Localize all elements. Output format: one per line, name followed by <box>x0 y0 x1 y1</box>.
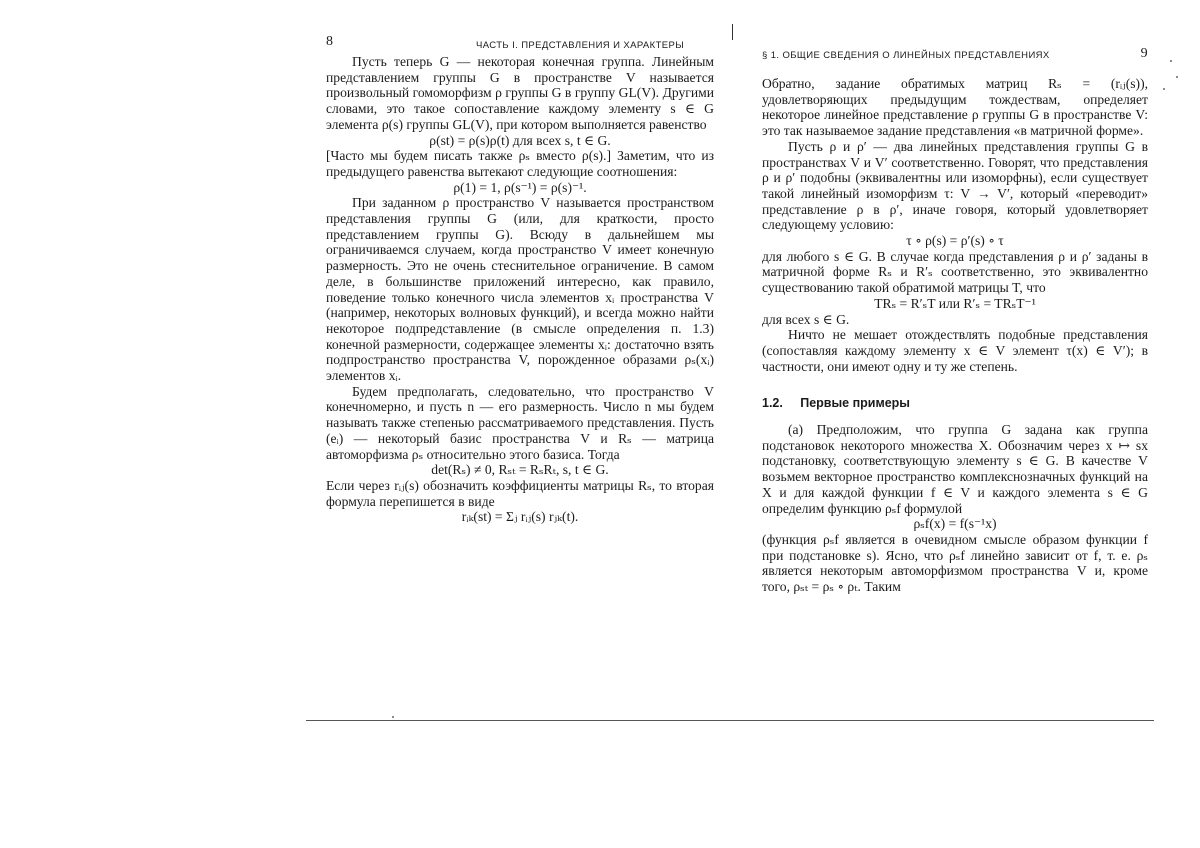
right-page-body <box>762 76 1148 595</box>
scan-speck <box>392 716 394 718</box>
page-bottom-rule <box>306 720 1154 721</box>
section-number: 1.2. <box>762 396 783 411</box>
left-page-header <box>326 28 714 54</box>
paragraph: При заданном ρ пространство V называется пространством представления группы G (или, для краткости, просто представлением группы G). Всюду в дальнейшем мы ограничиваемся случаем, когда пространство V имеет конечную размерность. Это не очень стеснительное ограничение. В самом деле, в большинстве приложений интересно, как правило, поведение только конечного числа элементов xᵢ пространства V (например, некоторых волновых функций), и всегда можно найти некоторое подпредставление (в смысле определения п. 1.3) конечной размерности, содержащее элементы xᵢ: достаточно взять подпространство пространства V, порожденное образами ρₛ(xᵢ) элементов xᵢ. <box>326 195 714 384</box>
right-page <box>762 28 1148 595</box>
paragraph: (а) Предположим, что группа G задана как группа подстановок некоторого множества X. Обозначим через x ↦ sx подстановку, соответствующую элементу s ∈ G. В качестве V возьмем векторное пространство комплекснозначных функций на X и для каждой функции f ∈ V и каждого элемента s ∈ G определим функцию ρₛf формулой <box>762 422 1148 516</box>
section-title: Первые примеры <box>800 396 910 411</box>
paragraph: Если через rᵢⱼ(s) обозначить коэффициенты матрицы Rₛ, то вторая формула перепишется в виде <box>326 477 714 509</box>
page-number: 9 <box>1140 46 1148 61</box>
section-heading <box>762 396 1148 412</box>
left-page <box>326 28 714 525</box>
running-head: ЧАСТЬ I. ПРЕДСТАВЛЕНИЯ И ХАРАКТЕРЫ <box>476 40 685 51</box>
paragraph: для всех s ∈ G. <box>762 311 850 327</box>
page-number: 8 <box>326 34 334 49</box>
paragraph: Обратно, задание обратимых матриц Rₛ = (rᵢⱼ(s)), удовлетворяющих предыдущим тождествам, определяет некоторое линейное представление ρ группы G в пространстве V: это так называемое задание представления «в матричной форме». <box>762 76 1148 139</box>
formula: ρ(st) = ρ(s)ρ(t) для всех s, t ∈ G. <box>429 132 611 148</box>
paragraph: Будем предполагать, следовательно, что пространство V конечномерно, и пусть n — его размерность. Число n мы будем называть также степенью рассматриваемого представления. Пусть (eᵢ) — некоторый базис пространства V и Rₛ — матрица автоморфизма ρₛ относительно этого базиса. Тогда <box>326 383 714 462</box>
paragraph: [Часто мы будем писать также ρₛ вместо ρ(s).] Заметим, что из предыдущего равенства вытекают следующие соотношения: <box>326 148 714 179</box>
binding-mark <box>732 24 733 40</box>
paragraph: Пусть ρ и ρ′ — два линейных представления группы G в пространствах V и V′ соответственно. Говорят, что представления ρ и ρ′ подобны (эквивалентны или изоморфны), если существует такой линейный изоморфизм τ: V → V′, который «переводит» представление ρ в ρ′, иначе говоря, который удовлетворяет следующему условию: <box>762 138 1148 233</box>
formula: ρ(1) = 1, ρ(s⁻¹) = ρ(s)⁻¹. <box>453 179 587 195</box>
paragraph: Пусть теперь G — некоторая конечная группа. Линейным представлением группы G в пространстве V называется произвольный гомоморфизм ρ группы G в группу GL(V). Другими словами, это такое сопоставление каждому элементу s ∈ G элемента ρ(s) группы GL(V), при котором выполняется равенство <box>326 54 714 132</box>
formula: ρₛf(x) = f(s⁻¹x) <box>913 516 997 532</box>
paragraph: (функция ρₛf является в очевидном смысле образом функции f при подстановке s). Ясно, что ρₛf линейно зависит от f, т. е. ρₛ является некоторым автоморфизмом пространства V и, кроме того, ρₛₜ = ρₛ ∘ ρₜ. Таким <box>762 531 1148 595</box>
running-head: § 1. ОБЩИЕ СВЕДЕНИЯ О ЛИНЕЙНЫХ ПРЕДСТАВЛЕНИЯХ <box>762 50 1050 61</box>
right-page-header <box>762 28 1148 61</box>
formula: TRₛ = R′ₛT или R′ₛ = TRₛT⁻¹ <box>874 295 1036 311</box>
paragraph: для любого s ∈ G. В случае когда представления ρ и ρ′ заданы в матричной форме Rₛ и R′ₛ соответственно, это эквивалентно существованию такой обратимой матрицы T, что <box>762 248 1148 296</box>
paragraph: Ничто не мешает отождествлять подобные представления (сопоставляя каждому элементу x ∈ V элемент τ(x) ∈ V′); в частности, они имеют одну и ту же степень. <box>762 327 1148 374</box>
scan-speck <box>1170 60 1172 62</box>
scan-speck <box>1163 88 1165 90</box>
scan-speck <box>1176 76 1178 78</box>
left-page-body <box>326 54 714 525</box>
formula: rᵢₖ(st) = Σⱼ rᵢⱼ(s) rⱼₖ(t). <box>461 509 579 525</box>
formula: τ ∘ ρ(s) = ρ′(s) ∘ τ <box>906 233 1004 249</box>
formula: det(Rₛ) ≠ 0, Rₛₜ = RₛRₜ, s, t ∈ G. <box>431 462 609 478</box>
